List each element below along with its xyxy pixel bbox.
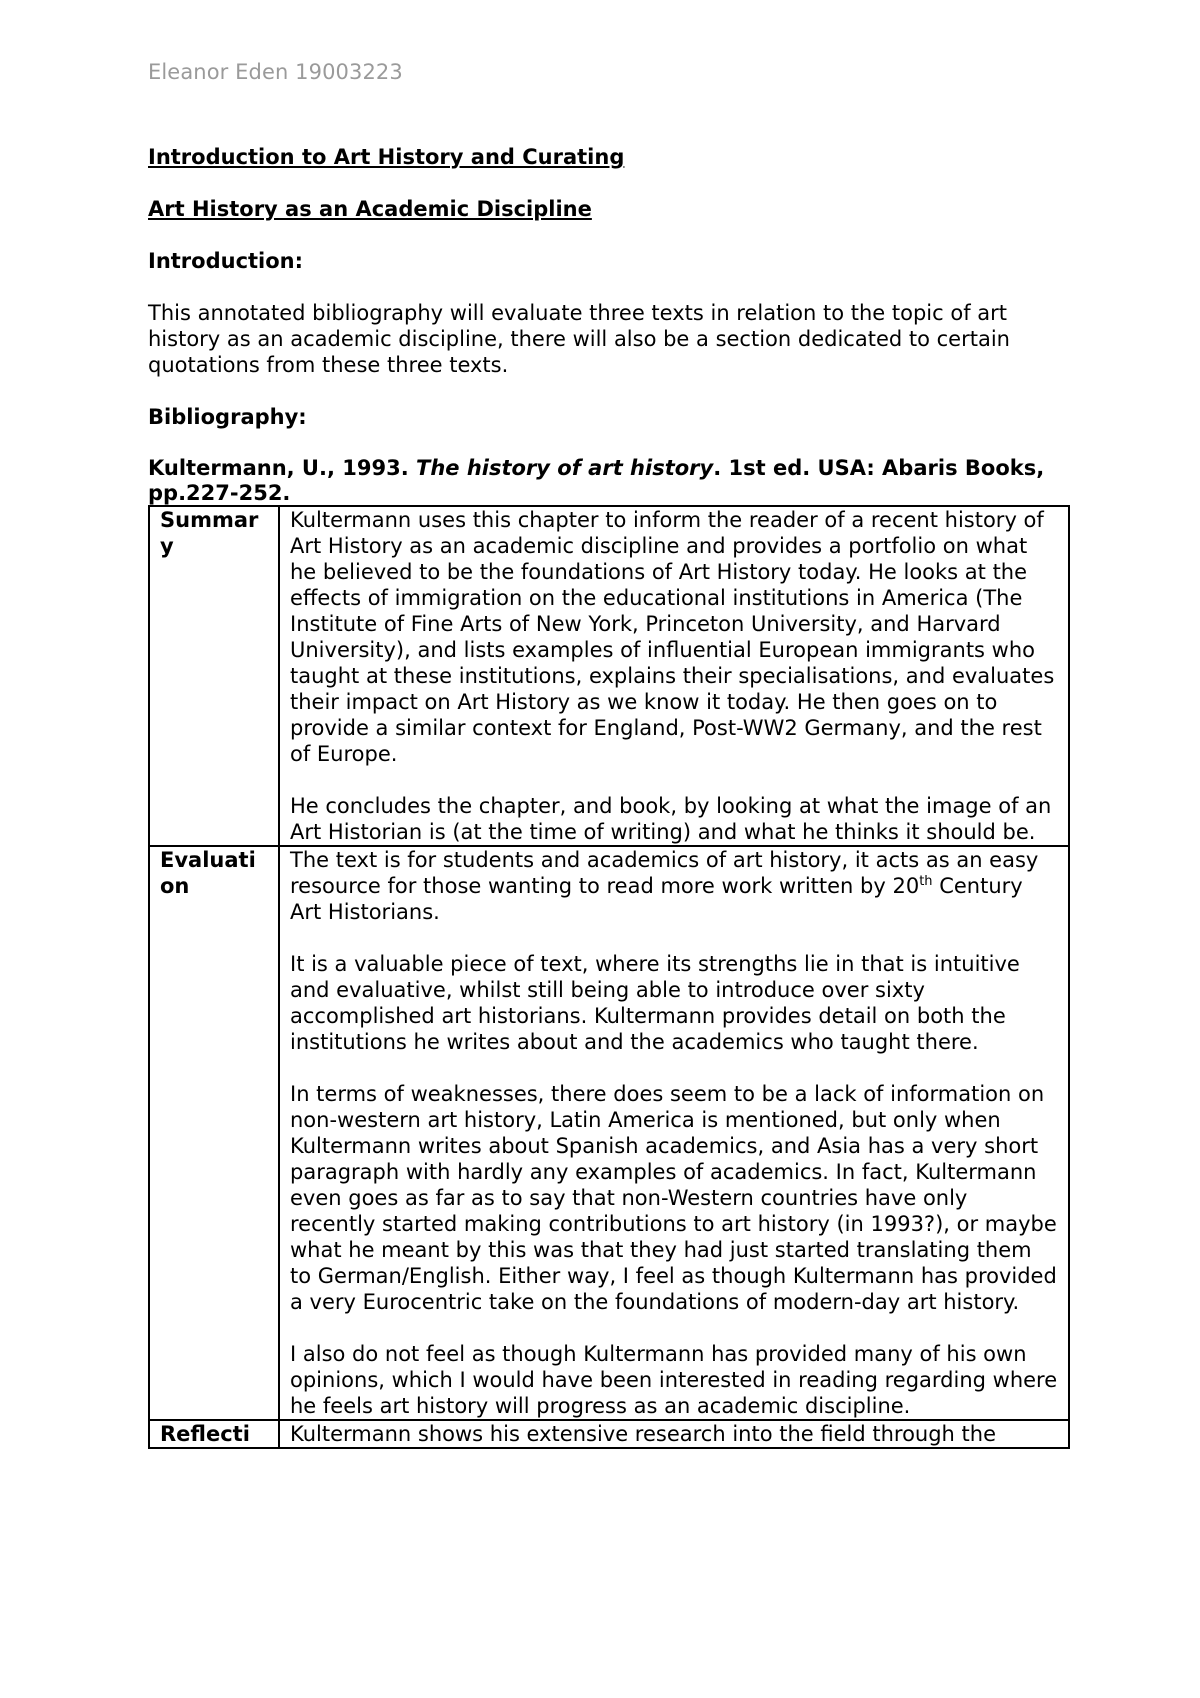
summary-label: Summary — [149, 506, 279, 846]
reflection-label — [149, 1420, 279, 1448]
summary-paragraph: He concludes the chapter, and book, by looking at what the image of an Art Historian is (at the time of writing) and what he thinks it should be. — [290, 794, 1052, 844]
evaluation-paragraph: It is a valuable piece of text, where its strengths lie in that is intuitive and evaluative, whilst still being able to introduce over sixty accomplished art historians. Kultermann provides detail on both the institutions he writes about and the academics who taught there. — [290, 952, 1020, 1054]
evaluation-row — [149, 846, 1069, 1420]
evaluation-paragraph: In terms of weaknesses, there does seem to be a lack of information on non-western art history, Latin America is mentioned, but only when Kultermann writes about Spanish academics, and Asia has a very short paragraph with hardly any examples of academics. In fact, Kultermann even goes as far as to say that non-Western countries have only recently started making contributions to art history (in 1993?), or maybe what he meant by this was that they had just started translating them to German/English. Either way, I feel as though Kultermann has provided a very Eurocentric take on the foundations of modern-day art history. — [290, 1082, 1057, 1314]
introduction-heading: Introduction: — [148, 249, 304, 273]
evaluation-text-start: The text is for students and academics of art history, it acts as an easy resource for those wanting to read more work written by 20 — [290, 848, 1039, 898]
reflection-row — [149, 1420, 1069, 1448]
document-subtitle: Art History as an Academic Discipline — [148, 197, 592, 221]
evaluation-paragraph: I also do not feel as though Kultermann has provided many of his own opinions, which I would have been interested in reading regarding where he feels art history will progress as an academic discipline. — [290, 1342, 1058, 1418]
citation-author-year: Kultermann, U., 1993. — [148, 456, 416, 480]
document-title: Introduction to Art History and Curating — [148, 145, 625, 169]
evaluation-text-end: Century Art Historians. — [290, 874, 1023, 924]
ordinal-suffix: th — [919, 874, 933, 889]
summary-row — [149, 506, 1069, 846]
citation-publication-details: . 1st ed. USA: Abaris Books, pp.227-252. — [148, 456, 1045, 505]
reflection-content — [279, 1420, 1069, 1448]
header-author: Eleanor Eden 19003223 — [148, 60, 403, 84]
bibliography-heading: Bibliography: — [148, 405, 307, 429]
annotation-table — [148, 505, 1070, 1449]
evaluation-label: Evaluation — [149, 846, 279, 1420]
summary-paragraph: Kultermann uses this chapter to inform the reader of a recent history of Art History as an academic discipline and provides a portfolio on what he believed to be the foundations of Art History today. He looks at the effects of immigration on the educational institutions in America (The Institute of Fine Arts of New York, Princeton University, and Harvard University), and lists examples of influential European immigrants who taught at these institutions, explains their specialisations, and evaluates their impact on Art History as we know it today. He then goes on to provide a similar context for England, Post-WW2 Germany, and the rest of Europe. — [290, 508, 1055, 766]
introduction-text: This annotated bibliography will evaluate three texts in relation to the topic of art history as an academic discipline, there will also be a section dedicated to certain quotations from these three texts. — [148, 301, 1010, 377]
reflection-text: Kultermann shows his extensive research into the field through the — [290, 1422, 997, 1446]
document-body — [148, 144, 1068, 1449]
bibliography-citation — [148, 456, 1068, 506]
citation-book-title: The history of art history — [416, 456, 714, 480]
evaluation-content — [279, 846, 1069, 1420]
evaluation-paragraph — [290, 847, 1058, 925]
summary-content — [279, 506, 1069, 846]
reflection-label-text: Reflecti — [160, 1422, 250, 1446]
